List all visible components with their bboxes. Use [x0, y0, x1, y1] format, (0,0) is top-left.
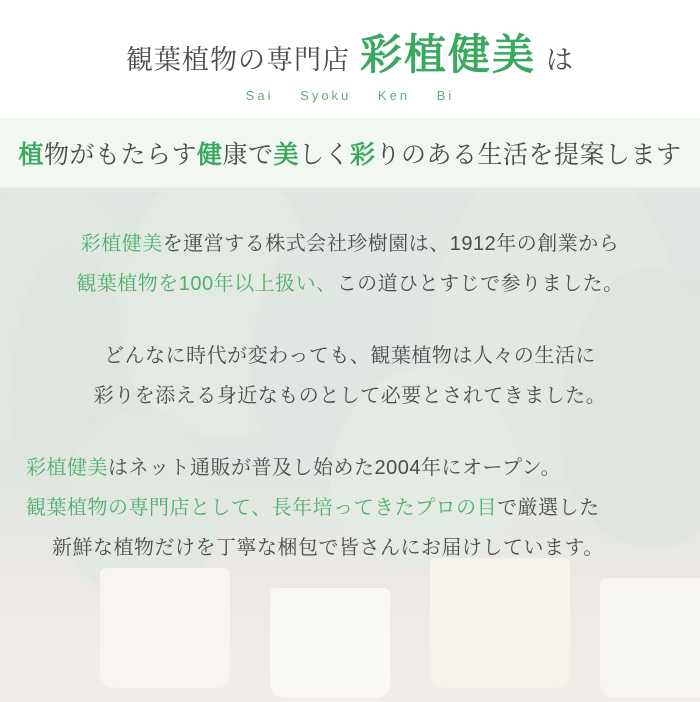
header	[0, 0, 700, 118]
paragraph-3	[26, 448, 674, 568]
romaji-2: Syoku	[300, 88, 352, 103]
tagline-part-4: 康で	[222, 141, 274, 169]
tagline-part-7: 彩	[350, 141, 376, 169]
tagline	[18, 135, 681, 171]
romaji-4: Bi	[436, 88, 455, 103]
p1-l1-b: を運営する	[162, 233, 266, 255]
tagline-part-2: 物がもたらす	[43, 141, 197, 169]
p1-brand: 彩植健美	[80, 233, 163, 255]
p1-l1-d: は、1912年の創業から	[408, 233, 620, 255]
p2-line-1: どんなに時代が変わっても、観葉植物は人々の生活に	[104, 345, 596, 367]
p1-company: 株式会社珍樹園	[265, 233, 409, 255]
paragraph-2	[26, 336, 674, 416]
brand-name: 彩植健美	[359, 31, 536, 78]
p3-l2-b: 長年培ってきたプロの目	[271, 497, 498, 519]
p3-brand: 彩植健美	[26, 457, 108, 479]
p2-line-2: 彩りを添える身近なものとして必要とされてきました。	[93, 385, 607, 407]
photo-section	[0, 188, 700, 702]
p3-line-3: 新鮮な植物だけを丁寧な梱包で皆さんにお届けしています。	[52, 537, 604, 559]
headline-tail: は	[546, 45, 574, 75]
tagline-part-5: 美	[273, 141, 300, 169]
brand-romaji	[0, 88, 700, 103]
romaji-1: Sai	[245, 88, 274, 103]
p1-l2-b: この道ひとすじで参りました。	[336, 273, 624, 295]
p3-l1-b: はネット通販が普及し始めた2004年にオープン。	[108, 457, 562, 479]
p3-line-2	[26, 488, 674, 528]
headline	[0, 31, 700, 78]
tagline-part-1: 植	[18, 141, 44, 169]
headline-lead: 観葉植物の専門店	[125, 45, 350, 75]
p3-line-1	[26, 448, 674, 488]
tagline-part-8: りのある生活を提案します	[375, 141, 682, 169]
tagline-band	[0, 118, 700, 188]
body-copy	[0, 188, 700, 702]
p1-line-2	[26, 264, 674, 304]
p3-l2-c: で厳選した	[497, 497, 600, 519]
tagline-part-3: 健	[196, 141, 223, 169]
p1-l2-a: 観葉植物を100年以上扱い、	[76, 273, 337, 295]
tagline-part-6: しく	[299, 141, 351, 169]
p1-line-1	[26, 224, 674, 264]
p3-l2-a: 観葉植物の専門店として、	[26, 497, 272, 519]
romaji-3: Ken	[377, 88, 411, 103]
paragraph-1	[26, 224, 674, 304]
